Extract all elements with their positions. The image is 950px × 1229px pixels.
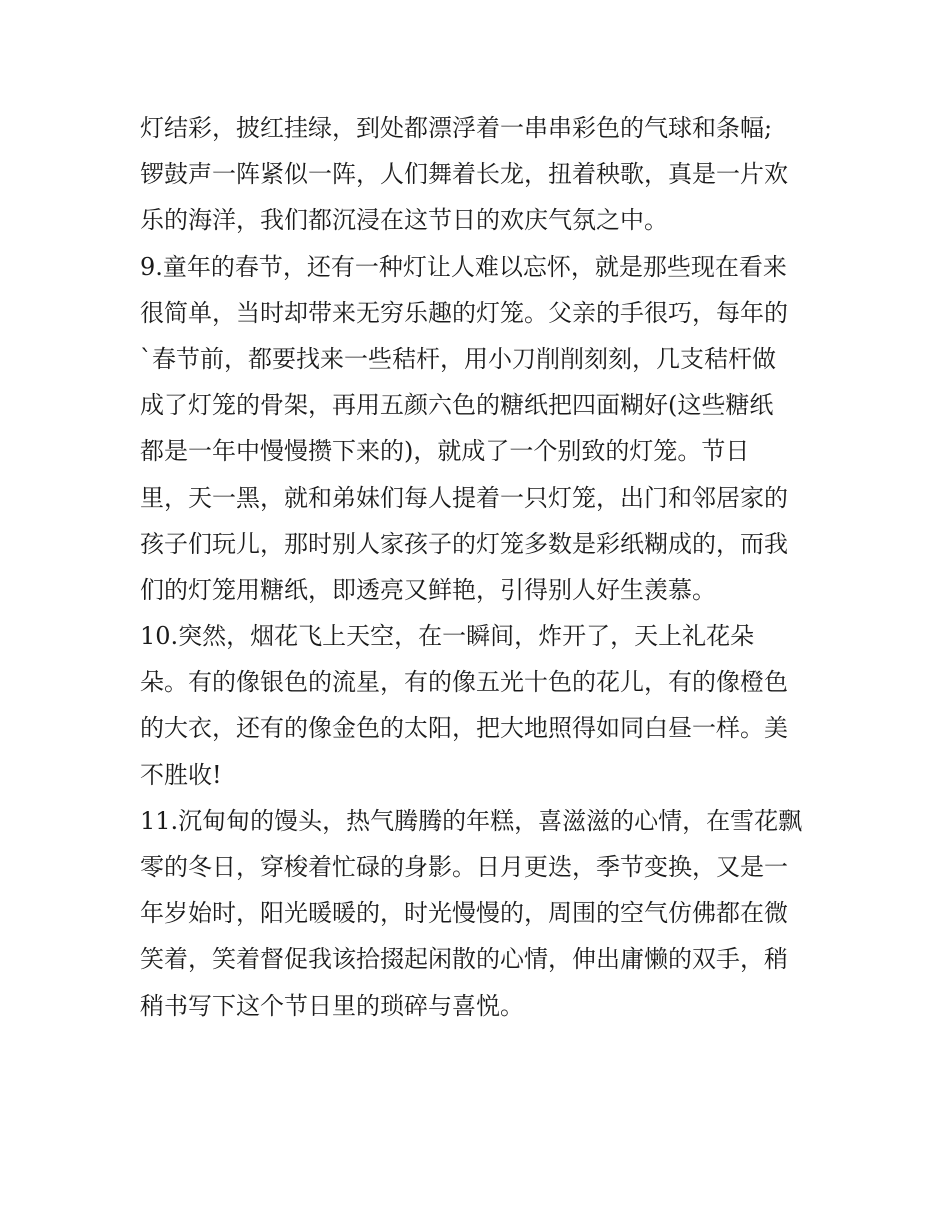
text-line: 们的灯笼用糖纸，即透亮又鲜艳，引得别人好生羡慕。 [140,575,716,604]
text-line: 不胜收! [140,760,222,789]
text-line: 年岁始时，阳光暖暖的，时光慢慢的，周围的空气仿佛都在微 [140,899,788,928]
text-line: `春节前，都要找来一些秸杆，用小刀削削刻刻，几支秸杆做 [140,344,776,373]
text-line: 孩子们玩儿，那时别人家孩子的灯笼多数是彩纸糊成的，而我 [140,529,788,558]
text-line: 零的冬日，穿梭着忙碌的身影。日月更迭，季节变换，又是一 [140,853,788,881]
text-line: 9.童年的春节，还有一种灯让人难以忘怀，就是那些现在看来 [140,252,787,281]
text-line: 朵。有的像银色的流星，有的像五光十色的花儿，有的像橙色 [140,668,788,697]
text-line: 成了灯笼的骨架，再用五颜六色的糖纸把四面糊好(这些糖纸 [140,391,774,420]
text-line: 稍书写下这个节日里的琐碎与喜悦。 [140,991,524,1020]
text-line: 的大衣，还有的像金色的太阳，把大地照得如同白昼一样。美 [140,714,788,743]
text-line: 11.沉甸甸的馒头，热气腾腾的年糕，喜滋滋的心情，在雪花飘 [140,806,803,835]
text-line: 里，天一黑，就和弟妹们每人提着一只灯笼，出门和邻居家的 [140,483,788,512]
text-line: 10.突然，烟花飞上天空，在一瞬间，炸开了，天上礼花朵 [140,622,755,651]
text-line: 很简单，当时却带来无穷乐趣的灯笼。父亲的手很巧，每年的 [140,298,788,327]
text-line: 灯结彩，披红挂绿，到处都漂浮着一串串彩色的气球和条幅; [140,114,773,142]
text-line: 乐的海洋，我们都沉浸在这节日的欢庆气氛之中。 [140,206,668,235]
text-line: 都是一年中慢慢攒下来的)，就成了一个别致的灯笼。节日 [140,437,750,466]
body-text [140,105,820,1029]
text-line: 锣鼓声一阵紧似一阵，人们舞着长龙，扭着秧歌，真是一片欢 [140,160,788,189]
text-line: 笑着，笑着督促我该拾掇起闲散的心情，伸出庸懒的双手，稍 [140,945,788,974]
